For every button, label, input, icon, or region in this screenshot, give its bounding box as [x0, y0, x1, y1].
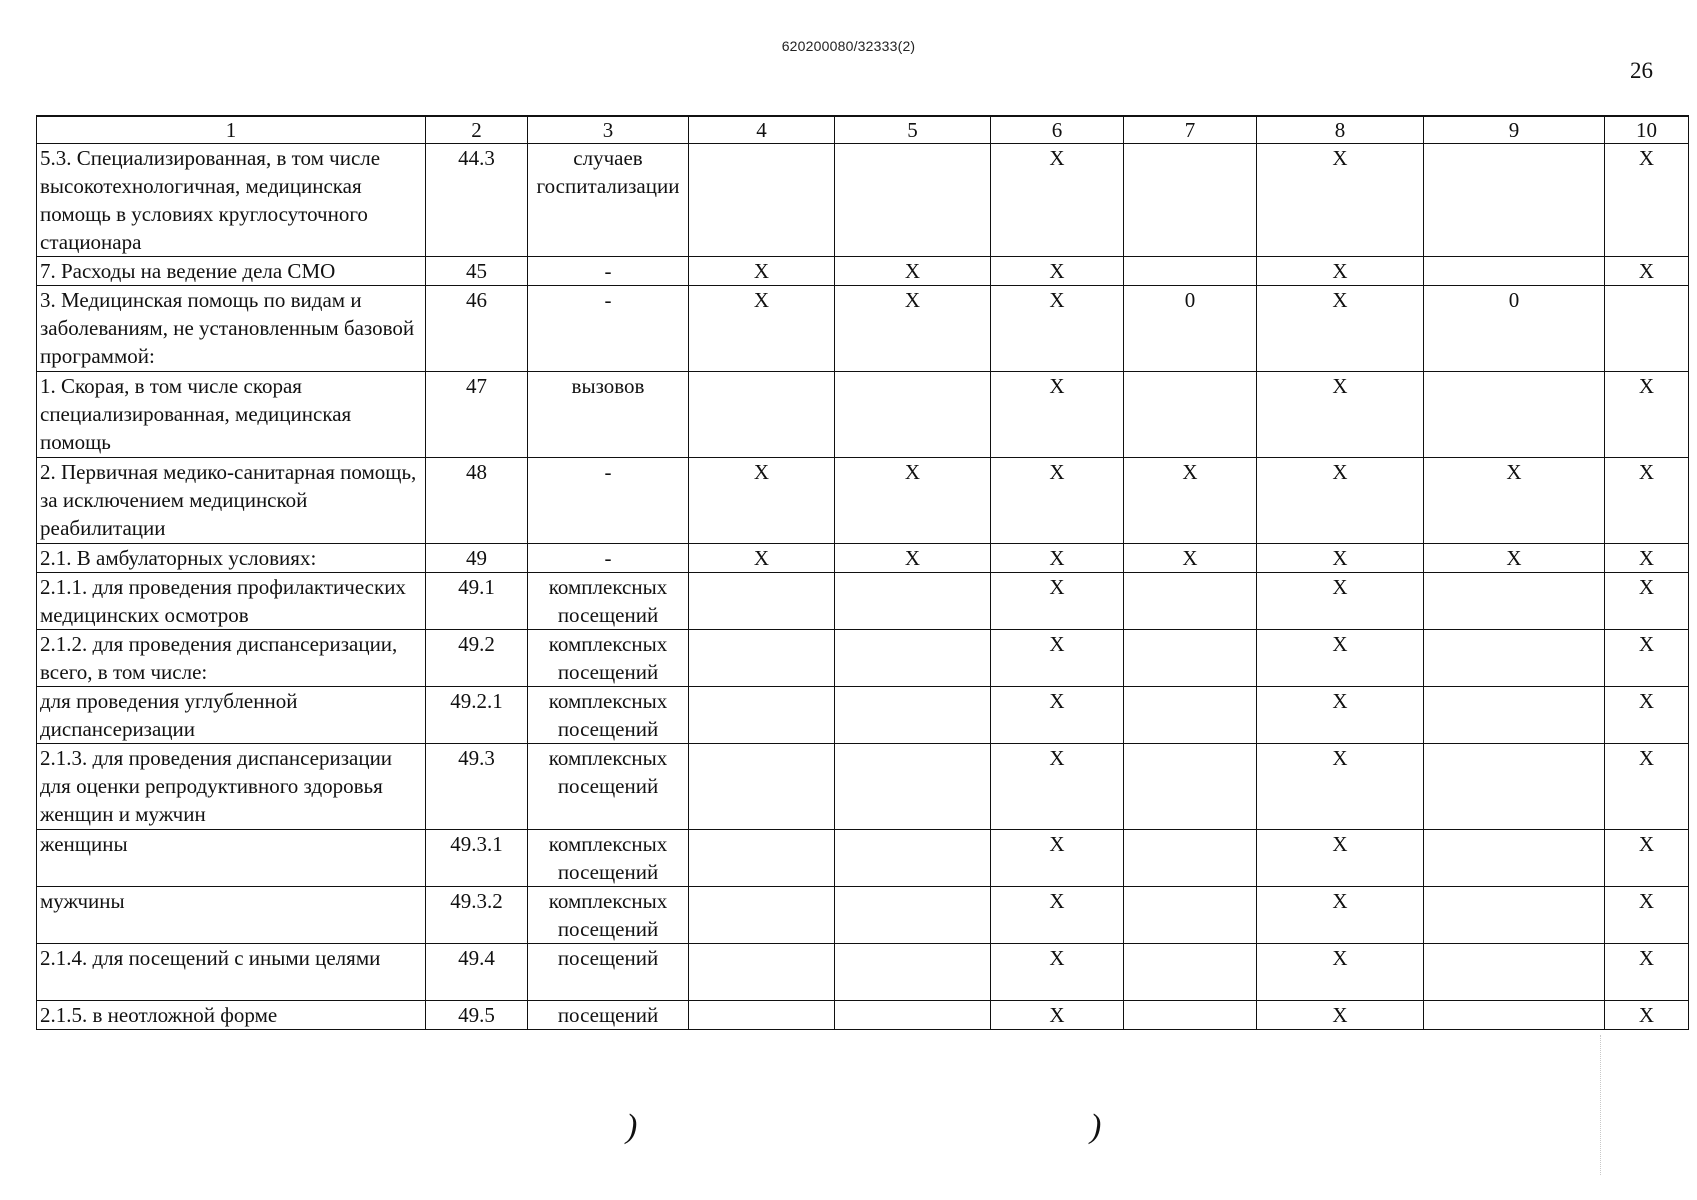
value-cell: 0	[1124, 286, 1257, 372]
value-cell	[835, 573, 991, 630]
value-cell: X	[1605, 458, 1689, 544]
value-cell: X	[991, 1001, 1124, 1030]
value-cell: X	[1257, 887, 1424, 944]
value-cell	[1124, 830, 1257, 887]
value-cell	[1124, 687, 1257, 744]
table-row	[37, 544, 1689, 573]
table-row	[37, 630, 1689, 687]
value-cell	[689, 830, 835, 887]
value-cell: X	[1124, 544, 1257, 573]
value-cell	[689, 372, 835, 458]
row-unit-cell: -	[528, 286, 689, 372]
value-cell: X	[1257, 573, 1424, 630]
value-cell	[689, 887, 835, 944]
handwritten-mark: )	[626, 1108, 638, 1145]
handwritten-mark: )	[1090, 1108, 1102, 1145]
value-cell	[835, 144, 991, 257]
value-cell: X	[1257, 372, 1424, 458]
row-code-cell: 44.3	[426, 144, 528, 257]
row-code-cell: 49.3	[426, 744, 528, 830]
value-cell: X	[835, 286, 991, 372]
value-cell	[835, 630, 991, 687]
value-cell: X	[1605, 544, 1689, 573]
value-cell: X	[1605, 687, 1689, 744]
row-unit-cell: -	[528, 458, 689, 544]
value-cell: X	[991, 372, 1124, 458]
value-cell: 0	[1424, 286, 1605, 372]
value-cell	[1424, 372, 1605, 458]
row-unit-cell: комплексных посещений	[528, 630, 689, 687]
value-cell	[1124, 944, 1257, 1001]
value-cell: X	[991, 573, 1124, 630]
table-row	[37, 744, 1689, 830]
value-cell	[1424, 573, 1605, 630]
document-id: 620200080/32333(2)	[781, 38, 916, 54]
value-cell	[689, 944, 835, 1001]
row-name-cell: 2.1.1. для проведения профилактических медицинских осмотров	[37, 573, 426, 630]
column-header: 4	[689, 116, 835, 144]
value-cell	[689, 687, 835, 744]
table-row	[37, 372, 1689, 458]
value-cell: X	[1424, 458, 1605, 544]
value-cell: X	[991, 544, 1124, 573]
value-cell: X	[1257, 830, 1424, 887]
value-cell: X	[1605, 887, 1689, 944]
table-row	[37, 1001, 1689, 1030]
value-cell	[1424, 944, 1605, 1001]
value-cell: X	[991, 944, 1124, 1001]
value-cell	[835, 744, 991, 830]
row-code-cell: 49.3.1	[426, 830, 528, 887]
row-code-cell: 49.1	[426, 573, 528, 630]
value-cell	[689, 1001, 835, 1030]
row-code-cell: 49.2.1	[426, 687, 528, 744]
row-unit-cell: комплексных посещений	[528, 744, 689, 830]
value-cell	[1124, 630, 1257, 687]
value-cell: X	[1605, 1001, 1689, 1030]
value-cell	[1424, 687, 1605, 744]
scan-artifact	[1600, 1035, 1609, 1175]
row-name-cell: 2.1.4. для посещений с иными целями	[37, 944, 426, 1001]
value-cell	[835, 944, 991, 1001]
value-cell: X	[835, 544, 991, 573]
value-cell: X	[1257, 458, 1424, 544]
column-header: 5	[835, 116, 991, 144]
value-cell	[1424, 744, 1605, 830]
value-cell	[1124, 573, 1257, 630]
value-cell: X	[835, 257, 991, 286]
table-row	[37, 573, 1689, 630]
column-header: 2	[426, 116, 528, 144]
value-cell	[1124, 372, 1257, 458]
row-code-cell: 49.2	[426, 630, 528, 687]
value-cell: X	[1605, 144, 1689, 257]
value-cell: X	[1605, 830, 1689, 887]
value-cell: X	[1605, 744, 1689, 830]
value-cell	[689, 573, 835, 630]
row-name-cell: женщины	[37, 830, 426, 887]
value-cell: X	[689, 458, 835, 544]
value-cell: X	[1605, 944, 1689, 1001]
value-cell: X	[991, 830, 1124, 887]
value-cell: X	[991, 630, 1124, 687]
value-cell: X	[1605, 630, 1689, 687]
table-row	[37, 257, 1689, 286]
row-code-cell: 49.3.2	[426, 887, 528, 944]
value-cell: X	[991, 887, 1124, 944]
value-cell: X	[991, 458, 1124, 544]
row-unit-cell: комплексных посещений	[528, 573, 689, 630]
table-row	[37, 144, 1689, 257]
value-cell: X	[1257, 544, 1424, 573]
row-name-cell: 2.1.5. в неотложной форме	[37, 1001, 426, 1030]
value-cell: X	[1605, 257, 1689, 286]
value-cell	[1424, 1001, 1605, 1030]
row-name-cell: 2.1.2. для проведения диспансеризации, всего, в том числе:	[37, 630, 426, 687]
row-code-cell: 45	[426, 257, 528, 286]
row-code-cell: 49.4	[426, 944, 528, 1001]
row-unit-cell: -	[528, 544, 689, 573]
row-unit-cell: посещений	[528, 1001, 689, 1030]
row-name-cell: 3. Медицинская помощь по видам и заболеваниям, не установленным базовой программой:	[37, 286, 426, 372]
value-cell: X	[991, 144, 1124, 257]
row-unit-cell: вызовов	[528, 372, 689, 458]
value-cell	[689, 744, 835, 830]
value-cell: X	[689, 286, 835, 372]
value-cell	[835, 887, 991, 944]
value-cell: X	[1424, 544, 1605, 573]
value-cell	[1124, 1001, 1257, 1030]
table-row	[37, 286, 1689, 372]
row-name-cell: 7. Расходы на ведение дела СМО	[37, 257, 426, 286]
value-cell	[835, 372, 991, 458]
table-row	[37, 887, 1689, 944]
value-cell: X	[1257, 944, 1424, 1001]
row-code-cell: 47	[426, 372, 528, 458]
value-cell: X	[1257, 1001, 1424, 1030]
table-row	[37, 458, 1689, 544]
row-code-cell: 49	[426, 544, 528, 573]
value-cell	[1124, 257, 1257, 286]
row-name-cell: 2.1.3. для проведения диспансеризации для оценки репродуктивного здоровья женщин и мужчин	[37, 744, 426, 830]
row-unit-cell: комплексных посещений	[528, 687, 689, 744]
value-cell	[1124, 744, 1257, 830]
row-unit-cell: -	[528, 257, 689, 286]
value-cell	[1424, 830, 1605, 887]
row-name-cell: мужчины	[37, 887, 426, 944]
row-unit-cell: комплексных посещений	[528, 887, 689, 944]
row-name-cell: 5.3. Специализированная, в том числе высокотехнологичная, медицинская помощь в условиях круглосуточного стационара	[37, 144, 426, 257]
row-code-cell: 46	[426, 286, 528, 372]
value-cell: X	[1257, 687, 1424, 744]
column-header: 3	[528, 116, 689, 144]
page-number: 26	[1630, 58, 1653, 83]
row-name-cell: 2.1. В амбулаторных условиях:	[37, 544, 426, 573]
value-cell: X	[991, 286, 1124, 372]
row-code-cell: 48	[426, 458, 528, 544]
value-cell: X	[689, 257, 835, 286]
value-cell: X	[835, 458, 991, 544]
value-cell: X	[1257, 744, 1424, 830]
column-header: 6	[991, 116, 1124, 144]
row-name-cell: 2. Первичная медико-санитарная помощь, за исключением медицинской реабилитации	[37, 458, 426, 544]
value-cell	[1424, 144, 1605, 257]
value-cell: X	[689, 544, 835, 573]
table-row	[37, 830, 1689, 887]
column-header: 10	[1605, 116, 1689, 144]
row-unit-cell: посещений	[528, 944, 689, 1001]
value-cell: X	[1124, 458, 1257, 544]
row-name-cell: 1. Скорая, в том числе скорая специализированная, медицинская помощь	[37, 372, 426, 458]
value-cell: X	[1257, 630, 1424, 687]
table-header-row	[37, 116, 1689, 144]
value-cell	[1605, 286, 1689, 372]
value-cell: X	[1257, 257, 1424, 286]
row-code-cell: 49.5	[426, 1001, 528, 1030]
value-cell	[689, 630, 835, 687]
value-cell: X	[1257, 144, 1424, 257]
column-header: 8	[1257, 116, 1424, 144]
table-row	[37, 944, 1689, 1001]
row-unit-cell: комплексных посещений	[528, 830, 689, 887]
data-table	[36, 115, 1689, 1030]
value-cell	[835, 830, 991, 887]
value-cell	[835, 1001, 991, 1030]
column-header: 9	[1424, 116, 1605, 144]
value-cell	[1124, 144, 1257, 257]
column-header: 1	[37, 116, 426, 144]
value-cell	[835, 687, 991, 744]
row-unit-cell: случаев госпитализации	[528, 144, 689, 257]
column-header: 7	[1124, 116, 1257, 144]
value-cell	[1424, 257, 1605, 286]
value-cell	[1424, 630, 1605, 687]
value-cell: X	[991, 687, 1124, 744]
value-cell: X	[1605, 573, 1689, 630]
value-cell	[689, 144, 835, 257]
table-row	[37, 687, 1689, 744]
value-cell: X	[991, 744, 1124, 830]
value-cell: X	[991, 257, 1124, 286]
value-cell	[1424, 887, 1605, 944]
value-cell	[1124, 887, 1257, 944]
value-cell: X	[1605, 372, 1689, 458]
value-cell: X	[1257, 286, 1424, 372]
row-name-cell: для проведения углубленной диспансеризации	[37, 687, 426, 744]
